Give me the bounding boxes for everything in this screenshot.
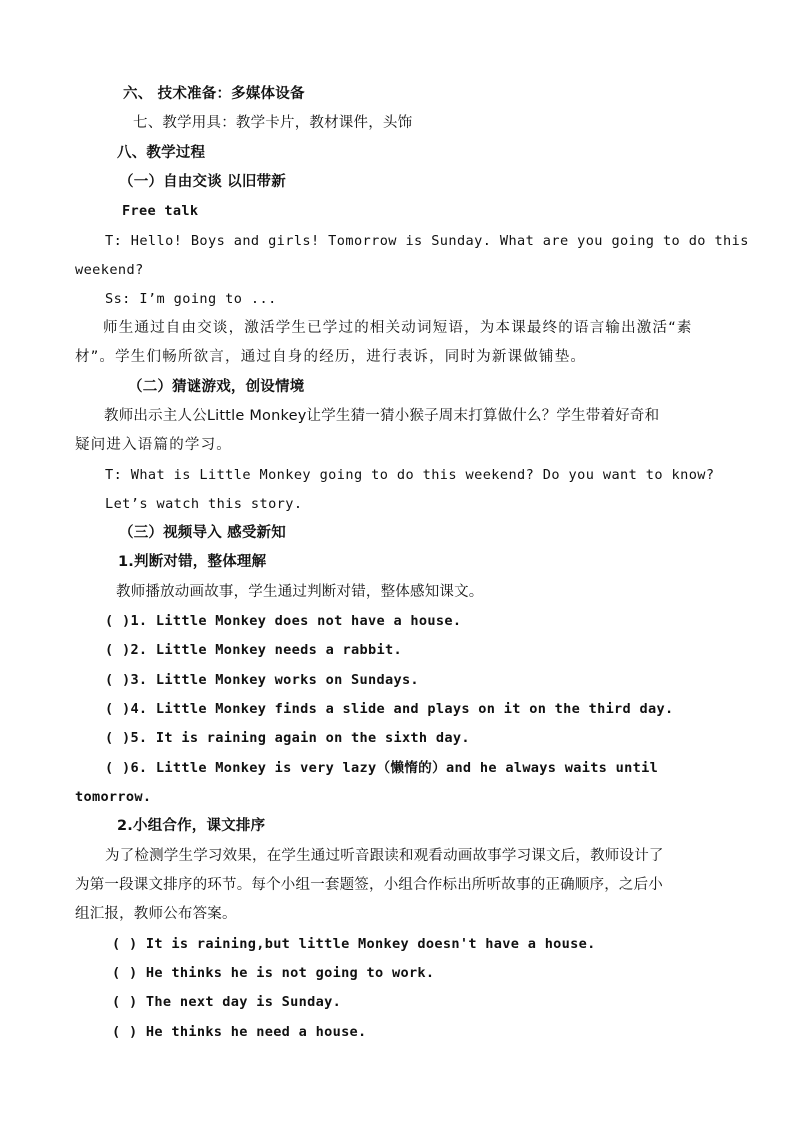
- paragraph-3-line-3: 组汇报，教师公布答案。: [75, 906, 237, 922]
- paragraph-2-line-1: 教师出示主人公Little Monkey让学生猜一猜小猴子周末打算做什么？学生带着好奇和: [104, 408, 660, 424]
- subsection-1-title: 1.判断对错，整体理解: [118, 554, 267, 570]
- paragraph-3-line-2: 为第一段课文排序的环节。每个小组一套题签，小组合作标出所听故事的正确顺序，之后小: [75, 877, 663, 893]
- teacher-line-1-cont: weekend?: [75, 262, 144, 278]
- section-7-heading: [133, 113, 412, 133]
- paragraph-1-line-1: 师生通过自由交谈，激活学生已学过的相关动词短语，为本课最终的语言输出激活“素: [103, 320, 693, 336]
- order-item-2: ( ) He thinks he is not going to work.: [112, 965, 435, 981]
- tf-item-4: ( )4. Little Monkey finds a slide and plays on it on the third day.: [105, 701, 674, 717]
- section-7-text: 七、教学用具：教学卡片，教材课件，头饰: [133, 115, 413, 131]
- order-item-4: ( ) He thinks he need a house.: [112, 1024, 367, 1040]
- tf-item-5: ( )5. It is raining again on the sixth day.: [105, 730, 470, 746]
- section-6-heading: [123, 84, 305, 104]
- paragraph-2-line-2: 疑问进入语篇的学习。: [75, 437, 232, 453]
- paragraph-3-line-1: 为了检测学生学习效果，在学生通过听音跟读和观看动画故事学习课文后，教师设计了: [105, 848, 664, 864]
- tf-item-6-cont: tomorrow.: [75, 789, 152, 805]
- part-1-title: （一）自由交谈 以旧带新: [119, 174, 286, 190]
- free-talk-label: Free talk: [122, 203, 199, 219]
- order-item-1: ( ) It is raining,but little Monkey doesn't have a house.: [112, 936, 596, 952]
- teacher-line-2: T: What is Little Monkey going to do this weekend? Do you want to know?: [105, 467, 715, 483]
- lets-watch-line: Let’s watch this story.: [105, 496, 303, 512]
- part-2-title: （二）猜谜游戏，创设情境: [128, 379, 305, 395]
- section-6-text: 六、 技术准备：多媒体设备: [123, 86, 305, 102]
- teacher-line-1: T: Hello! Boys and girls! Tomorrow is Sunday. What are you going to do this: [105, 233, 749, 249]
- part-3-title: （三）视频导入 感受新知: [119, 525, 286, 541]
- tf-item-3: ( )3. Little Monkey works on Sundays.: [105, 672, 419, 688]
- section-8-heading: 八、教学过程: [117, 145, 206, 161]
- tf-item-6: ( )6. Little Monkey is very lazy（懒惰的）and he always waits until: [105, 760, 659, 776]
- tf-item-1: ( )1. Little Monkey does not have a house.: [105, 613, 462, 629]
- subsection-2-title: 2.小组合作，课文排序: [117, 818, 266, 834]
- subsection-1-description: 教师播放动画故事，学生通过判断对错，整体感知课文。: [116, 584, 484, 600]
- paragraph-1-line-2: 材”。学生们畅所欲言，通过自身的经历，进行表诉，同时为新课做铺垫。: [75, 349, 587, 365]
- tf-item-2: ( )2. Little Monkey needs a rabbit.: [105, 642, 402, 658]
- students-line: Ss: I’m going to ...: [105, 291, 277, 307]
- order-item-3: ( ) The next day is Sunday.: [112, 994, 342, 1010]
